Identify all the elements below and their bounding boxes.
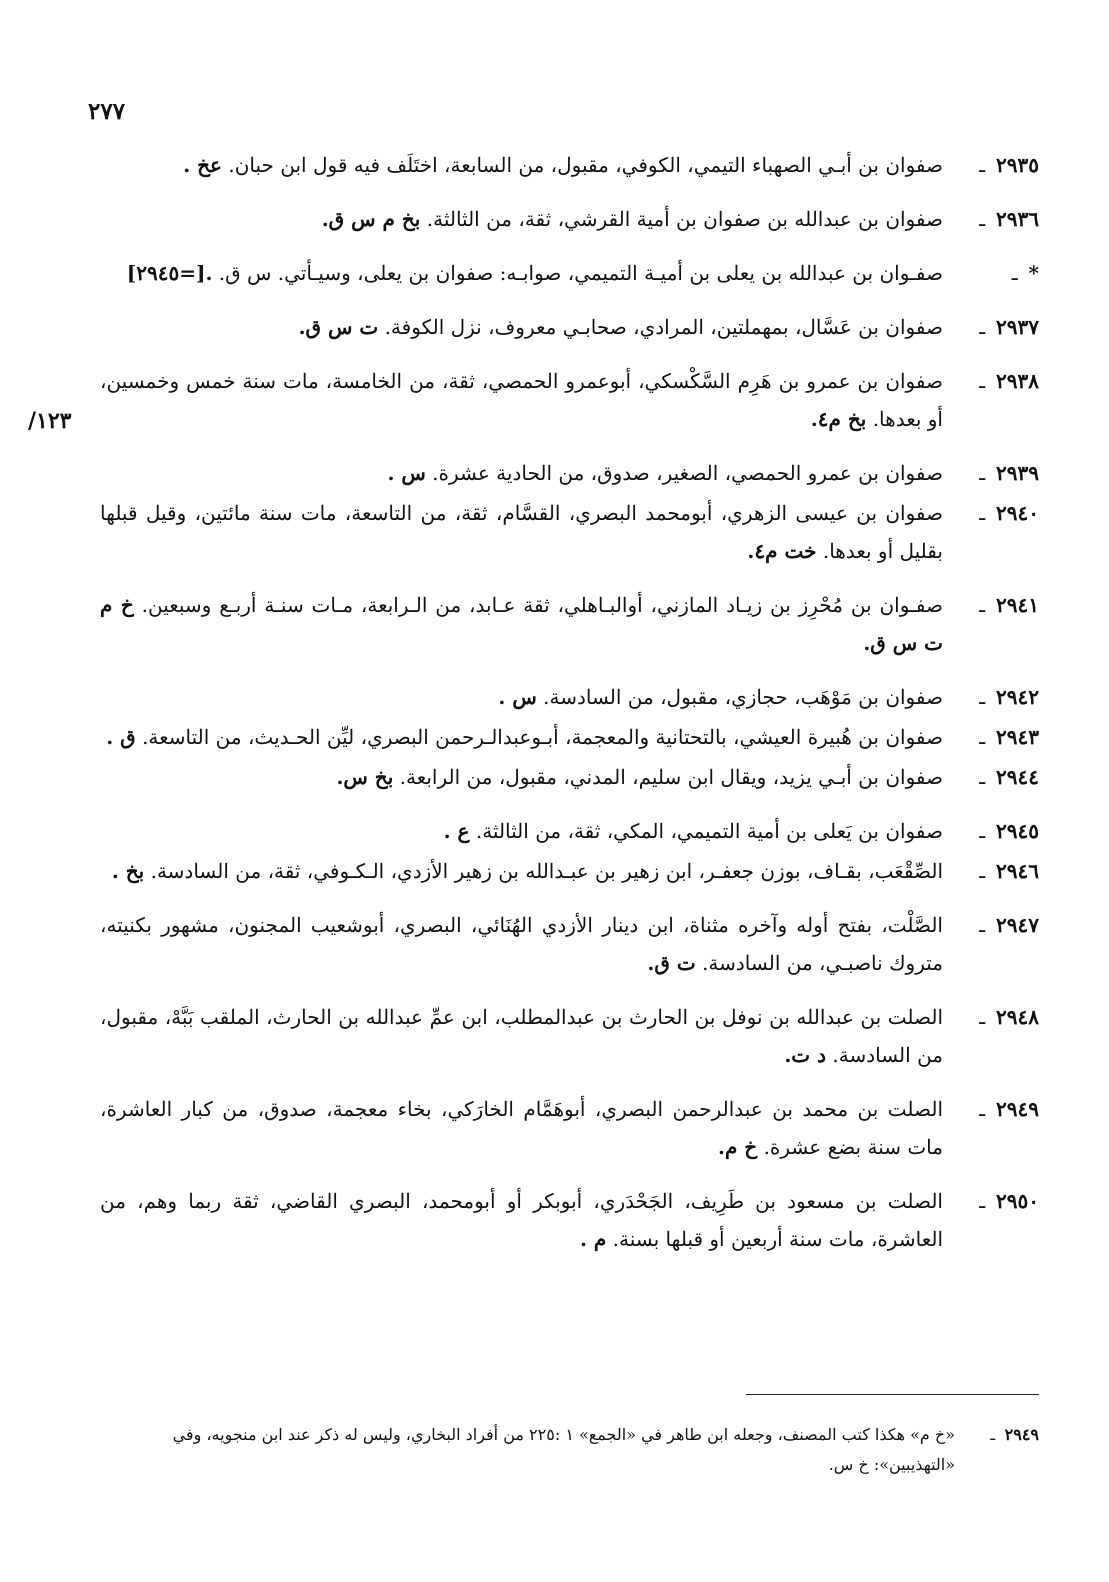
entry-number: ٢٩٤٤ ـ [979,765,1039,789]
entry-number: ٢٩٤٩ ـ [979,1097,1039,1121]
entry-2940 [100,494,1039,570]
entry-2945 [100,812,1039,850]
entry-number: ٢٩٤٨ ـ [979,1005,1039,1029]
entry-code: خ م. [717,1135,758,1159]
entry-text: صفوان بن مَوْهَب، حجازي، مقبول، من السادسة. س . [498,685,943,709]
entry-2946 [100,852,1039,890]
entry-number: * ـ [1011,261,1039,285]
entry-text: صفوان بن هُبيرة العيشي، بالتحتانية والمعجمة، أبـوعبدالـرحمن البصري، ليِّن الحـديث، من التاسعة. ق . [106,725,943,749]
margin-note: ١٢٣/ [28,408,72,434]
entry-text: الصلت بن عبدالله بن نوفل بن الحارث بن عبدالمطلب، ابن عمِّ عبدالله بن الحارث، الملقب بَبَّهْ، مقبول، من السادسة. د ت. [100,1005,943,1067]
page-number: ٢٧٧ [88,98,126,125]
entry-code: د ت. [784,1043,827,1067]
entry-text: صفوان بن عبدالله بن صفوان بن أمية القرشي، ثقة، من الثالثة. بخ م س ق. [321,207,943,231]
footnote-text: «خ م» هكذا كتب المصنف، وجعله ابن طاهر في «الجمع» ١ :٢٢٥ من أفراد البخاري، وليس له ذكر عند ابن منجويه، وفي «التهذيبين»: خ س. [172,1425,955,1474]
entry-code: س . [387,461,426,485]
entry-text: صفوان بن يَعلى بن أمية التميمي، المكي، ثقة، من الثالثة. ع . [443,819,943,843]
entry-number: ٢٩٥٠ ـ [979,1189,1039,1213]
entries-list [100,146,1039,1258]
entry-text: الصلت بن مسعود بن طَرِيف، الجَحْدَري، أبوبكر أو أبومحمد، البصري القاضي، ثقة ربما وهم، من العاشرة، مات سنة أربعين أو قبلها بسنة. م . [100,1189,943,1251]
footnote [100,1420,1039,1480]
entry-text: الصلت بن محمد بن عبدالرحمن البصري، أبوهَمَّام الخارَكي، بخاء معجمة، صدوق، من كبار العاشرة، مات سنة بضع عشرة. خ م. [100,1097,943,1159]
entry-code: بخ م س ق. [321,207,421,231]
entry-number: ٢٩٤٣ ـ [979,725,1039,749]
entry-number: ٢٩٤٠ ـ [979,501,1039,525]
entry-code: بخ س. [336,765,394,789]
entry-code: م . [579,1227,607,1251]
entry-text: صفوان بن عَسَّال، بمهملتين، المرادي، صحابـي معروف، نزل الكوفة. ت س ق. [298,315,943,339]
entry-text: صفوان بن أبـي يزيد، ويقال ابن سليم، المدني، مقبول، من الرابعة. بخ س. [336,765,943,789]
entry-code: ت ق. [647,951,696,975]
entry-2947 [100,906,1039,982]
entry-text: صفوان بن عمرو بن هَرِم السَّكْسكي، أبوعمرو الحمصي، ثقة، من الخامسة، مات سنة خمس وخمسين، أو بعدها. بخ م٤. [100,369,943,431]
entry-2949 [100,1090,1039,1166]
entry-2943 [100,718,1039,756]
entry-2936 [100,200,1039,238]
entry-2938 [100,362,1039,438]
entry-2948 [100,998,1039,1074]
entry-code: .[=٢٩٤٥] [126,261,213,285]
entry-code: ت س ق. [298,315,379,339]
entry-number: ٢٩٣٨ ـ [979,369,1039,393]
entry-number: ٢٩٣٧ ـ [979,315,1039,339]
entry-2950 [100,1182,1039,1258]
entry-2939 [100,454,1039,492]
footnote-number: ٢٩٤٩ ـ [990,1425,1039,1444]
entry-number: ٢٩٤٢ ـ [979,685,1039,709]
entry-number: ٢٩٤٦ ـ [979,859,1039,883]
entry-number: ٢٩٤١ ـ [979,593,1039,617]
entry-number: ٢٩٣٦ ـ [979,207,1039,231]
entry-text: الصَّلْت، بفتح أوله وآخره مثناة، ابن دينار الأزدي الهُنَائي، البصري، أبوشعيب المجنون، مشهور بكنيته، متروك ناصبـي، من السادسة. ت ق. [100,913,943,975]
entry-code: خ م ت س ق. [100,593,943,655]
entry-code: ع . [443,819,470,843]
entry-text: صفوان بن عمرو الحمصي، الصغير، صدوق، من الحادية عشرة. س . [387,461,943,485]
entry-text: صفـوان بن عبدالله بن يعلى بن أميـة التميمي، صوابـه: صفوان بن يعلى، وسيـأتي. س ق. .[=٢٩٤٥] [126,261,943,285]
entry-2937 [100,308,1039,346]
entry-code: س . [498,685,537,709]
entry-2942 [100,678,1039,716]
entry-star [100,254,1039,292]
entry-code: بخ . [111,859,145,883]
entry-code: بخ م٤. [810,407,867,431]
entry-text: صفوان بن أبـي الصهباء التيمي، الكوفي، مقبول، من السابعة، اختَلَف فيه قول ابن حبان. عخ . [183,153,943,177]
entry-text: الصِّقْعَب، بقـاف، بوزن جعفـر، ابن زهير بن عبـدالله بن زهير الأزدي، الـكـوفي، ثقة، من السادسة. بخ . [111,859,943,883]
footnote-divider [746,1394,1039,1395]
entry-number: ٢٩٣٩ ـ [979,461,1039,485]
entry-2944 [100,758,1039,796]
entry-code: عخ . [183,153,222,177]
entry-number: ٢٩٤٧ ـ [979,913,1039,937]
entry-2935 [100,146,1039,184]
entry-text: صفـوان بن مُحْرِز بن زيـاد المازني، أوالبـاهلي، ثقة عـابد، من الـرابعة، مـات سنـة أربـع وسبعين. خ م ت س ق. [100,593,943,655]
entry-text: صفوان بن عيسى الزهري، أبومحمد البصري، القسَّام، ثقة، من التاسعة، مات سنة مائتين، وقيل قبلها بقليل أو بعدها. خت م٤. [100,501,943,563]
entry-code: ق . [106,725,136,749]
entry-number: ٢٩٣٥ ـ [979,153,1039,177]
entry-code: خت م٤. [747,539,817,563]
entry-2941 [100,586,1039,662]
entry-number: ٢٩٤٥ ـ [979,819,1039,843]
